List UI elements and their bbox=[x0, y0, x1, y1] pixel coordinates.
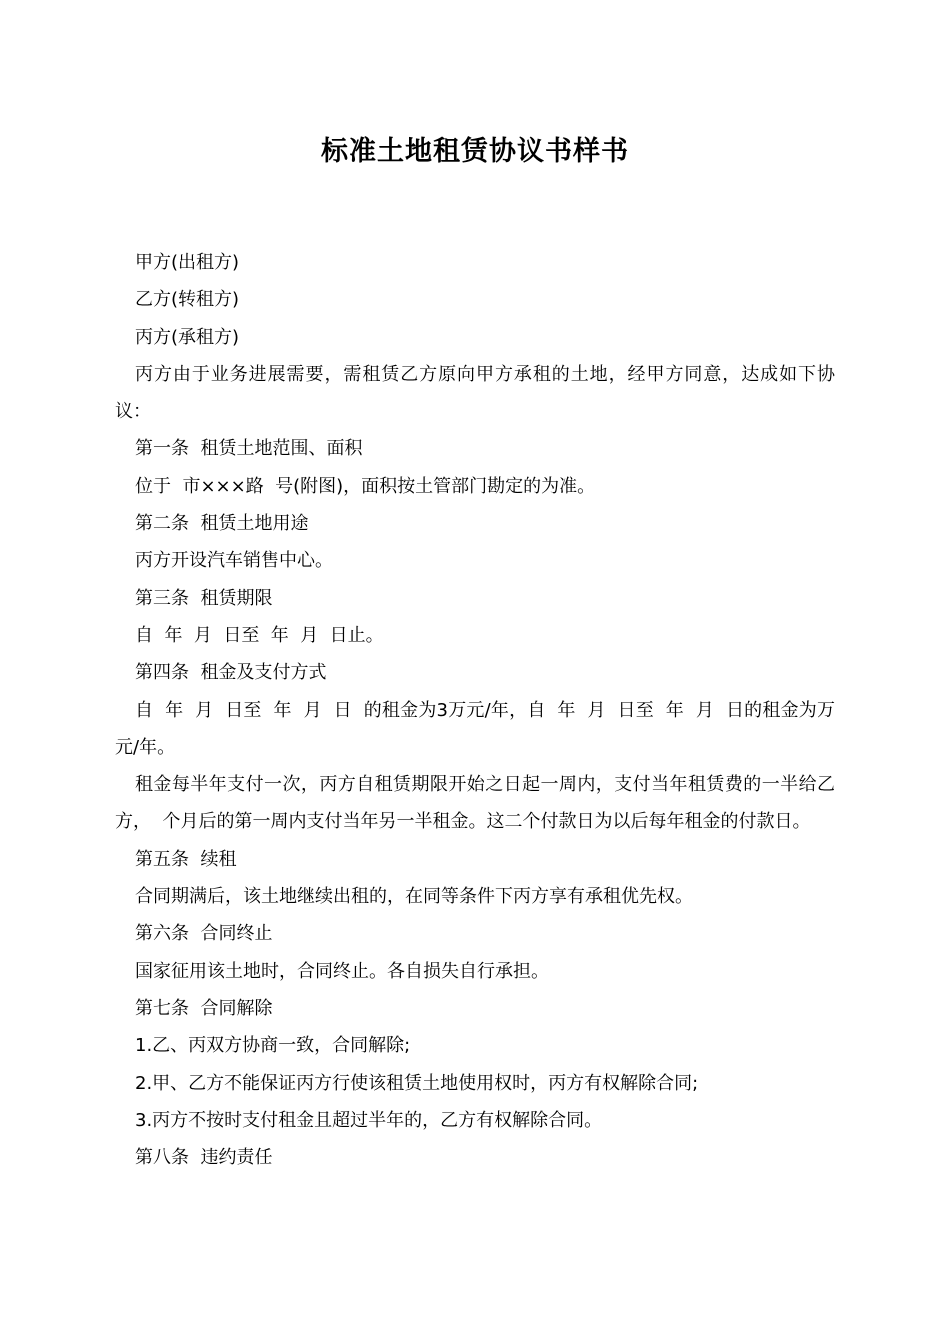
list-item-article-7-3: 3.丙方不按时支付租金且超过半年的，乙方有权解除合同。 bbox=[135, 1109, 603, 1131]
document-body bbox=[115, 244, 835, 1176]
paragraph-article-3: 自 年 月 日至 年 月 日止。 bbox=[135, 624, 384, 646]
heading-article-6: 第六条 合同终止 bbox=[135, 923, 273, 945]
paragraph-article-2: 丙方开设汽车销售中心。 bbox=[135, 550, 333, 572]
heading-article-4: 第四条 租金及支付方式 bbox=[135, 662, 327, 684]
paragraph-party-c: 丙方(承租方) bbox=[135, 326, 240, 348]
list-item-article-7-1: 1.乙、丙双方协商一致，合同解除; bbox=[135, 1035, 411, 1057]
paragraph-article-1: 位于 市×××路 号(附图)，面积按土管部门勘定的为准。 bbox=[135, 475, 596, 497]
paragraph-article-4-rent: 自 年 月 日至 年 月 日 的租金为3万元/年，自 年 月 日至 年 月 日的租金为万元/年。 bbox=[115, 699, 835, 758]
heading-article-8: 第八条 违约责任 bbox=[135, 1147, 273, 1169]
heading-article-1: 第一条 租赁土地范围、面积 bbox=[135, 438, 363, 460]
paragraph-article-6: 国家征用该土地时，合同终止。各自损失自行承担。 bbox=[135, 960, 549, 982]
paragraph-article-5: 合同期满后，该土地继续出租的，在同等条件下丙方享有承租优先权。 bbox=[135, 886, 693, 908]
list-item-article-7-2: 2.甲、乙方不能保证丙方行使该租赁土地使用权时，丙方有权解除合同; bbox=[135, 1072, 699, 1094]
heading-article-2: 第二条 租赁土地用途 bbox=[135, 513, 309, 535]
paragraph-party-a: 甲方(出租方) bbox=[135, 252, 240, 273]
paragraph-party-b: 乙方(转租方) bbox=[135, 289, 240, 311]
page-title: 标准土地租赁协议书样书 bbox=[321, 136, 629, 167]
heading-article-5: 第五条 续租 bbox=[135, 848, 237, 870]
paragraph-preamble: 丙方由于业务进展需要，需租赁乙方原向甲方承租的土地，经甲方同意，达成如下协议： bbox=[115, 363, 835, 423]
heading-article-3: 第三条 租赁期限 bbox=[135, 587, 273, 609]
paragraph-article-4-payment: 租金每半年支付一次，丙方自租赁期限开始之日起一周内，支付当年租赁费的一半给乙方， 个月后的第一周内支付当年另一半租金。这二个付款日为以后每年租金的付款日。 bbox=[115, 774, 835, 833]
heading-article-7: 第七条 合同解除 bbox=[135, 997, 273, 1019]
